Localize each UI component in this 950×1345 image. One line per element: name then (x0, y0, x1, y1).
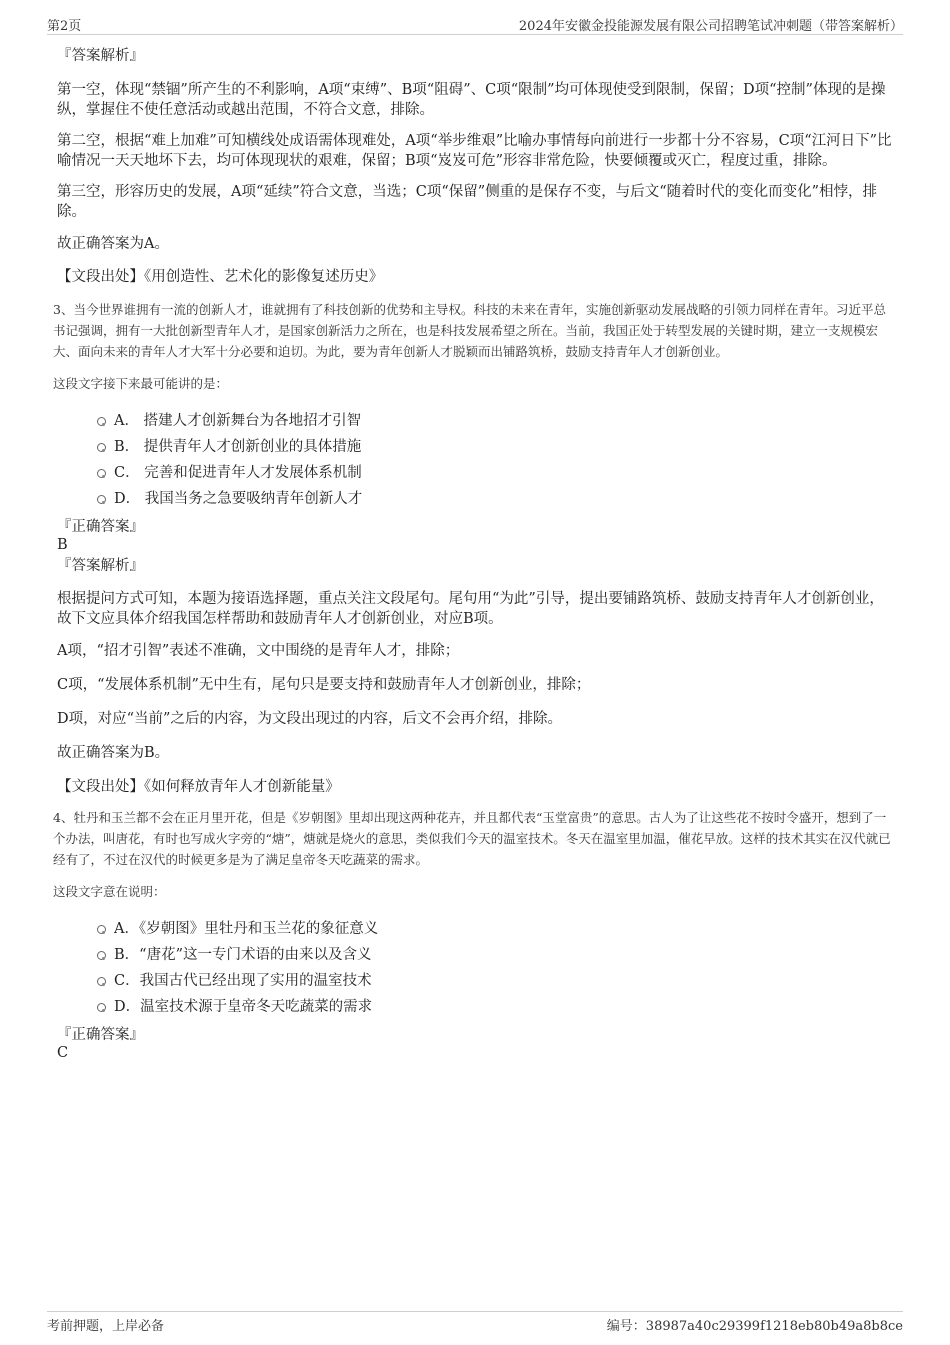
q3-option-a-label: A． 搭建人才创新舞台为各地招才引智 (114, 413, 362, 429)
radio-icon[interactable] (97, 951, 106, 960)
radio-icon[interactable] (97, 495, 106, 504)
q3-analysis-paragraph-2: A项，“招才引智”表述不准确，文中围绕的是青年人才，排除； (57, 643, 460, 659)
q2-analysis-paragraph-2: 第二空，根据“难上加难”可知横线处成语需体现难处，A项“举步维艰”比喻办事情每向前进行一步都十分不容易，C项“江河日下”比喻情况一天天地坏下去，均可体现现状的艰难，保留；B项“岌岌可危”形容非常危险，快要倾覆或灭亡，程度过重，排除。 (57, 133, 892, 169)
q2-source: 【文段出处】《用创造性、艺术化的影像复述历史》 (57, 269, 384, 285)
q3-analysis-paragraph-3: C项，“发展体系机制”无中生有，尾句只是要支持和鼓励青年人才创新创业，排除； (57, 677, 591, 693)
q3-option-c-label: C． 完善和促进青年人才发展体系机制 (114, 465, 362, 481)
q4-option-b[interactable] (57, 942, 892, 968)
q4-option-b-label: B．“唐花”这一专门术语的由来以及含义 (114, 947, 372, 963)
radio-icon[interactable] (97, 1003, 106, 1012)
page-header (47, 12, 903, 35)
q2-analysis-paragraph-3: 第三空，形容历史的发展，A项“延续”符合文意，当选；C项“保留”侧重的是保存不变，与后文“随着时代的变化而变化”相悖，排除。 (57, 184, 878, 220)
q3-analysis-label: 『答案解析』 (57, 558, 144, 574)
q3-option-b[interactable] (57, 434, 892, 460)
footer-slogan: 考前押题，上岸必备 (47, 1319, 165, 1334)
page-number: 第2页 (47, 19, 82, 34)
document-title: 2024年安徽金投能源发展有限公司招聘笔试冲刺题（带答案解析） (518, 19, 903, 34)
document-serial: 编号：38987a40c29399f1218eb80b49a8b8ce (606, 1319, 903, 1334)
q4-option-c[interactable] (57, 968, 892, 994)
radio-icon[interactable] (97, 417, 106, 426)
q4-question-text: 4、牡丹和玉兰都不会在正月里开花，但是《岁朝图》里却出现这两种花卉，并且都代表“玉堂富贵”的意思。古人为了让这些花不按时令盛开，想到了一个办法，叫唐花，有时也写成火字旁的“煻”，煻就是烧火的意思，类似我们今天的温室技术。冬天在温室里加温，催花早放。这样的技术其实在汉代就已经有了，不过在汉代的时候更多是为了满足皇帝冬天吃蔬菜的需求。 (53, 810, 891, 867)
q3-option-b-label: B． 提供青年人才创新创业的具体措施 (114, 439, 362, 455)
q3-prompt: 这段文字接下来最可能讲的是： (53, 376, 229, 391)
q3-source: 【文段出处】《如何释放青年人才创新能量》 (57, 779, 340, 795)
q4-answer: C (57, 1045, 69, 1061)
q4-option-c-label: C．我国古代已经出现了实用的温室技术 (114, 973, 372, 989)
page-content (53, 46, 892, 1062)
q3-conclusion: 故正确答案为B。 (57, 745, 170, 761)
q3-answer-label: 『正确答案』 (57, 519, 144, 535)
q3-options (57, 408, 892, 512)
q2-conclusion: 故正确答案为A。 (57, 236, 169, 252)
radio-icon[interactable] (97, 443, 106, 452)
radio-icon[interactable] (97, 977, 106, 986)
q3-analysis-paragraph-1: 根据提问方式可知，本题为接语选择题，重点关注文段尾句。尾句用“为此”引导，提出要铺路筑桥、鼓励支持青年人才创新创业，故下文应具体介绍我国怎样帮助和鼓励青年人才创新创业，对应B项。 (57, 591, 884, 627)
q4-prompt: 这段文字意在说明： (53, 884, 166, 899)
page-footer (47, 1311, 903, 1336)
q3-question-text: 3、当今世界谁拥有一流的创新人才，谁就拥有了科技创新的优势和主导权。科技的未来在青年，实施创新驱动发展战略的引领力同样在青年。习近平总书记强调，拥有一大批创新型青年人才，是国家创新活力之所在，也是科技发展希望之所在。当前，我国正处于转型发展的关键时期，建立一支规模宏大、面向未来的青年人才大军十分必要和迫切。为此，要为青年创新人才脱颖而出铺路筑桥，鼓励支持青年人才创新创业。 (53, 302, 886, 359)
q4-option-d[interactable] (57, 994, 892, 1020)
q3-answer: B (57, 537, 68, 553)
q4-options (57, 916, 892, 1020)
q4-answer-label: 『正确答案』 (57, 1027, 144, 1043)
q3-analysis-paragraph-4: D项，对应“当前”之后的内容，为文段出现过的内容，后文不会再介绍，排除。 (57, 711, 562, 727)
radio-icon[interactable] (97, 925, 106, 934)
q4-option-d-label: D．温室技术源于皇帝冬天吃蔬菜的需求 (114, 999, 373, 1015)
q4-option-a[interactable] (57, 916, 892, 942)
q4-option-a-label: A．《岁朝图》里牡丹和玉兰花的象征意义 (114, 921, 379, 937)
q3-option-d[interactable] (57, 486, 892, 512)
q3-option-c[interactable] (57, 460, 892, 486)
q3-option-d-label: D． 我国当务之急要吸纳青年创新人才 (114, 491, 363, 507)
q2-analysis-paragraph-1: 第一空，体现“禁锢”所产生的不利影响，A项“束缚”、B项“阻碍”、C项“限制”均可体现使受到限制，保留；D项“控制”体现的是操纵，掌握住不使任意活动或越出范围，不符合文意，排除。 (57, 82, 886, 118)
q2-analysis-label: 『答案解析』 (57, 48, 144, 64)
q3-option-a[interactable] (57, 408, 892, 434)
radio-icon[interactable] (97, 469, 106, 478)
